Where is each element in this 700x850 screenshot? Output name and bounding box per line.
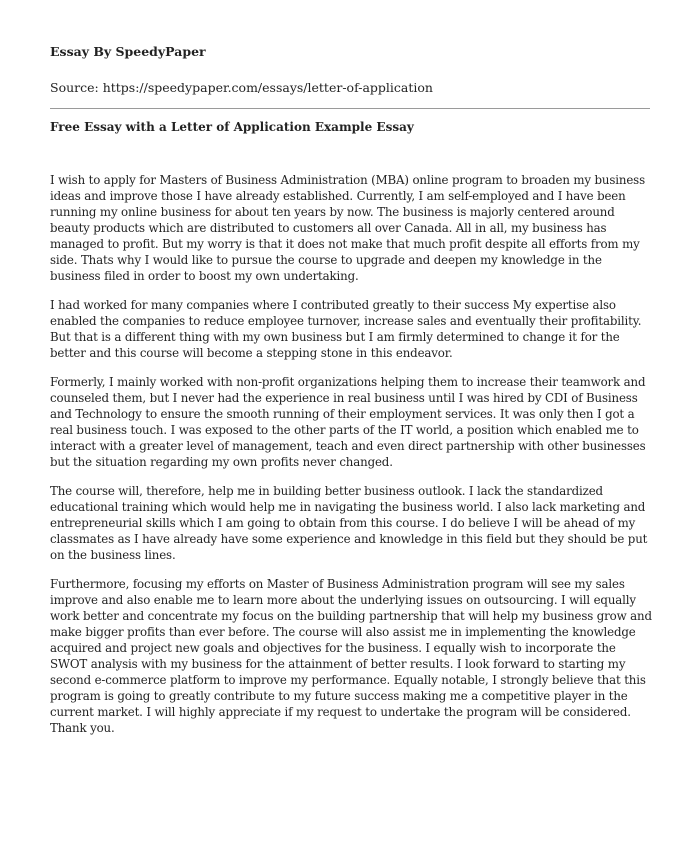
essay-body: [50, 172, 654, 749]
document-header: [50, 44, 650, 95]
essay-paragraph: I had worked for many companies where I contributed greatly to their success My expertise also enabled the companies to reduce employee turnover, increase sales and eventually their profitability. But that is a different thing with my own business but I am firmly determined to change it for the better and this course will become a stepping stone in this endeavor.: [50, 298, 642, 360]
brand-heading: Essay By SpeedyPaper: [50, 44, 206, 59]
essay-title: Free Essay with a Letter of Application Example Essay: [50, 120, 414, 134]
essay-paragraph: Furthermore, focusing my efforts on Master of Business Administration program will see my sales improve and also enable me to learn more about the underlying issues on outsourcing. I will equally work better and concentrate my focus on the building partnership that will help my business grow and make bigger profits than ever before. The course will also assist me in implementing the knowledge acquired and project new goals and objectives for the business. I equally wish to incorporate the SWOT analysis with my business for the attainment of better results. I look forward to starting my second e-commerce platform to improve my performance. Equally notable, I strongly believe that this program is going to greatly contribute to my future success making me a competitive player in the current market. I will highly appreciate if my request to undertake the program will be considered. Thank you.: [50, 577, 652, 735]
essay-paragraph: Formerly, I mainly worked with non-profit organizations helping them to increase their teamwork and counseled them, but I never had the experience in real business until I was hired by CDI of Business and Technology to ensure the smooth running of their employment services. It was only then I got a real business touch. I was exposed to the other parts of the IT world, a position which enabled me to interact with a greater level of management, teach and even direct partnership with other businesses but the situation regarding my own profits never changed.: [50, 375, 646, 469]
essay-paragraph: The course will, therefore, help me in building better business outlook. I lack the standardized educational training which would help me in navigating the business world. I also lack marketing and entrepreneurial skills which I am going to obtain from this course. I do believe I will be ahead of my classmates as I have already have some experience and knowledge in this field but they should be put on the business lines.: [50, 484, 648, 562]
essay-paragraph: I wish to apply for Masters of Business Administration (MBA) online program to broaden my business ideas and improve those I have already established. Currently, I am self-employed and I have been running my online business for about ten years by now. The business is majorly centered around beauty products which are distributed to customers all over Canada. All in all, my business has managed to profit. But my worry is that it does not make that much profit despite all efforts from my side. Thats why I would like to pursue the course to upgrade and deepen my knowledge in the business filed in order to boost my own undertaking.: [50, 173, 645, 283]
header-divider: [50, 108, 650, 109]
source-line: Source: https://speedypaper.com/essays/letter-of-application: [50, 80, 433, 95]
